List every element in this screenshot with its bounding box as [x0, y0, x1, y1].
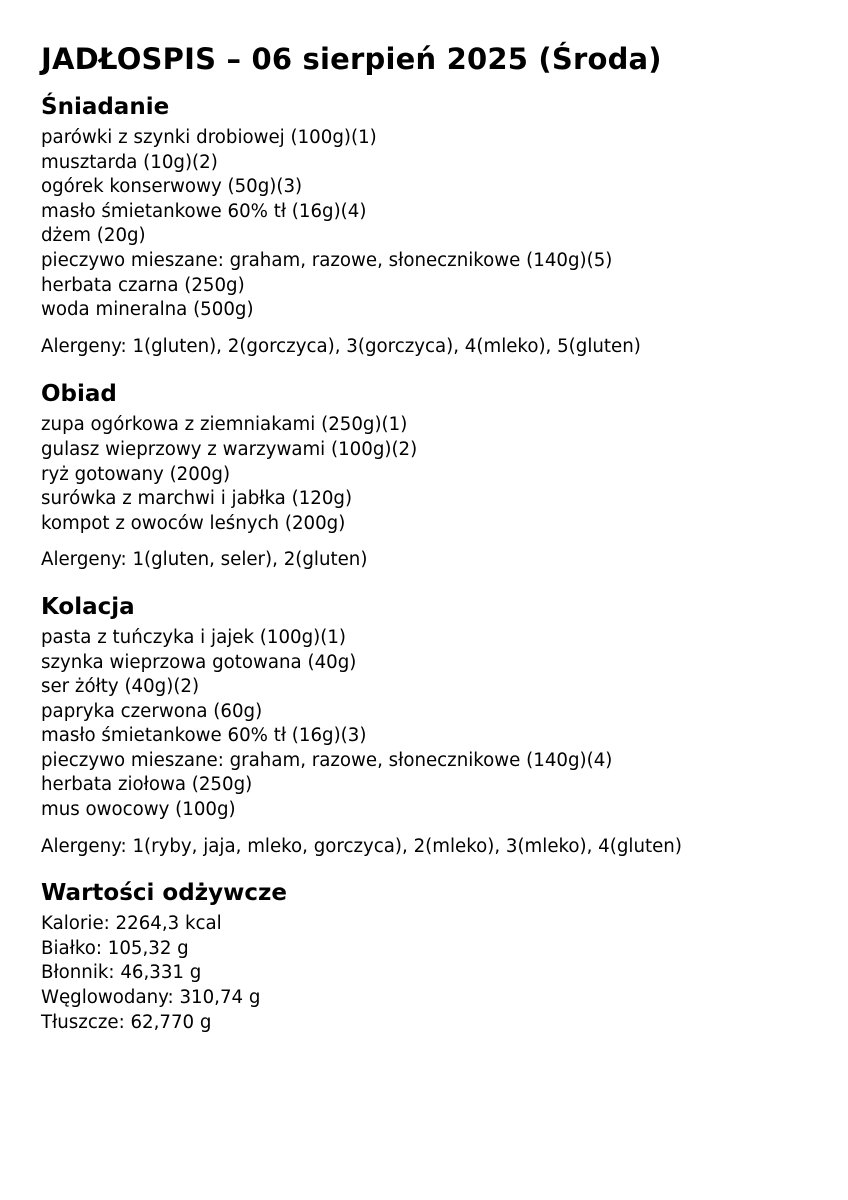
meal-dinner	[41, 592, 831, 859]
meal-breakfast	[41, 92, 831, 359]
meal-item: ser żółty (40g)(2)	[41, 676, 200, 698]
nutrition-list	[41, 912, 831, 1035]
meal-item: surówka z marchwi i jabłka (120g)	[41, 488, 353, 510]
meal-item: mus owocowy (100g)	[41, 799, 236, 821]
nutrition-fiber: Błonnik: 46,331 g	[41, 962, 202, 984]
meal-item: ryż gotowany (200g)	[41, 463, 231, 485]
nutrition-protein: Białko: 105,32 g	[41, 937, 189, 959]
nutrition-section	[41, 878, 831, 1035]
meal-item: gulasz wieprzowy z warzywami (100g)(2)	[41, 438, 418, 460]
meal-item: pieczywo mieszane: graham, razowe, słonecznikowe (140g)(4)	[41, 749, 613, 771]
meal-item: herbata czarna (250g)	[41, 274, 245, 296]
meal-item: pasta z tuńczyka i jajek (100g)(1)	[41, 626, 346, 648]
meal-item: herbata ziołowa (250g)	[41, 774, 253, 796]
meal-item: kompot z owoców leśnych (200g)	[41, 512, 346, 534]
meal-items-list	[41, 413, 831, 536]
allergens-note: Alergeny: 1(gluten, seler), 2(gluten)	[41, 549, 368, 571]
meal-heading: Śniadanie	[41, 94, 170, 120]
nutrition-heading: Wartości odżywcze	[41, 880, 287, 907]
meal-item: pieczywo mieszane: graham, razowe, słonecznikowe (140g)(5)	[41, 249, 613, 271]
meal-item: szynka wieprzowa gotowana (40g)	[41, 651, 357, 673]
nutrition-carbs: Węglowodany: 310,74 g	[41, 987, 261, 1009]
meal-items-list	[41, 126, 831, 323]
nutrition-calories: Kalorie: 2264,3 kcal	[41, 913, 222, 935]
meal-item: zupa ogórkowa z ziemniakami (250g)(1)	[41, 414, 408, 436]
menu-document	[41, 38, 831, 1054]
meal-item: ogórek konserwowy (50g)(3)	[41, 176, 303, 198]
meal-item: masło śmietankowe 60% tł (16g)(3)	[41, 725, 367, 747]
meal-heading: Obiad	[41, 381, 117, 408]
meal-item: papryka czerwona (60g)	[41, 700, 263, 722]
meal-item: musztarda (10g)(2)	[41, 151, 218, 173]
meal-items-list	[41, 626, 831, 823]
allergens-note: Alergeny: 1(ryby, jaja, mleko, gorczyca), 2(mleko), 3(mleko), 4(gluten)	[41, 835, 682, 857]
meal-lunch	[41, 379, 831, 573]
meal-heading: Kolacja	[41, 593, 135, 620]
meal-item: parówki z szynki drobiowej (100g)(1)	[41, 127, 377, 148]
meal-item: woda mineralna (500g)	[41, 299, 254, 321]
allergens-note: Alergeny: 1(gluten), 2(gorczyca), 3(gorczyca), 4(mleko), 5(gluten)	[41, 335, 641, 357]
nutrition-fat: Tłuszcze: 62,770 g	[41, 1011, 212, 1033]
meal-item: dżem (20g)	[41, 225, 146, 247]
meal-item: masło śmietankowe 60% tł (16g)(4)	[41, 200, 367, 222]
page-title: JADŁOSPIS – 06 sierpień 2025 (Środa)	[41, 42, 662, 76]
